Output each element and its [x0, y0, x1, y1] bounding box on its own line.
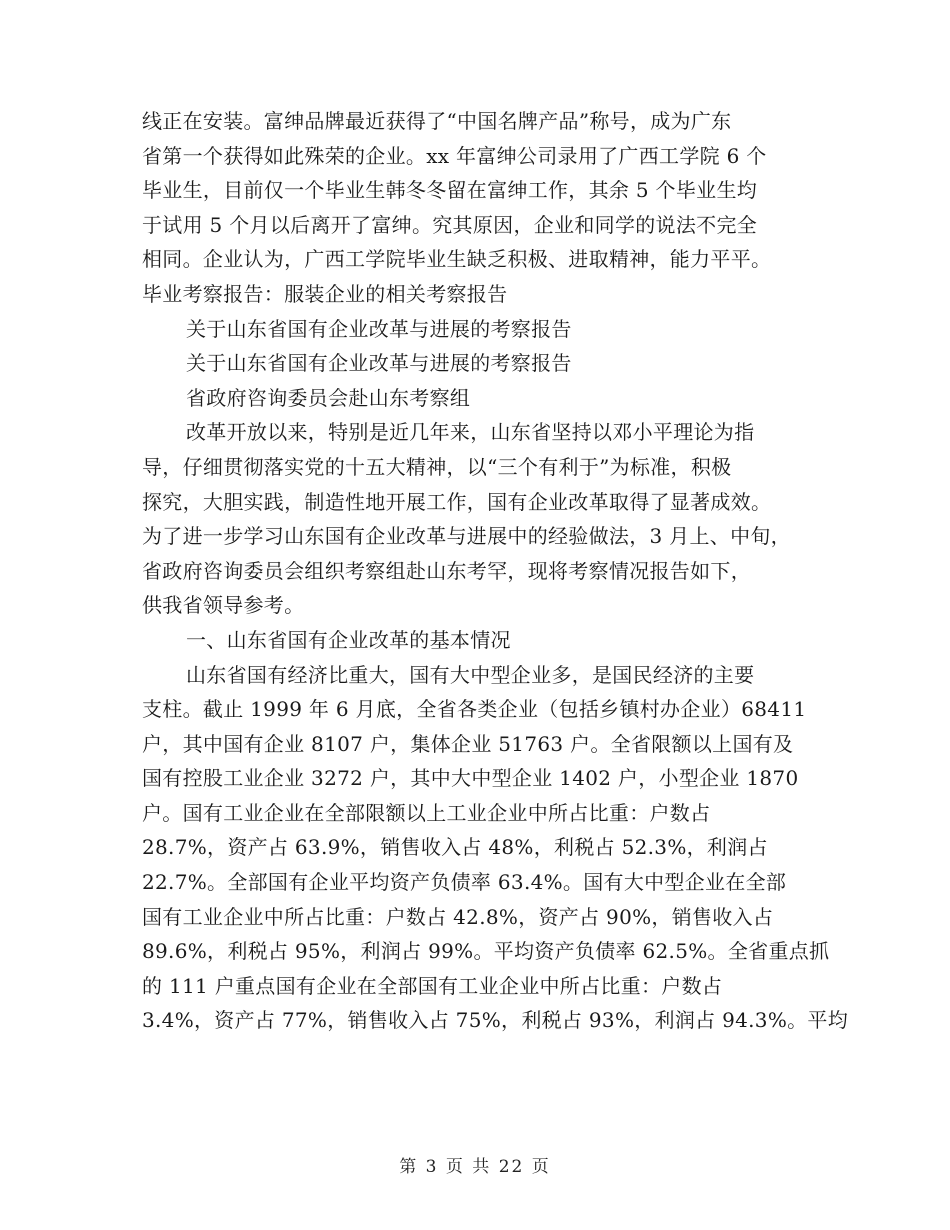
- text-line: 相同。企业认为，广西工学院毕业生缺乏积极、进取精神，能力平平。: [142, 247, 772, 272]
- document-body: [142, 104, 849, 1038]
- text-line: 为了进一步学习山东国有企业改革与进展中的经验做法，3 月上、中旬，: [142, 524, 791, 549]
- text-line: 毕业考察报告：服装企业的相关考察报告: [142, 281, 508, 306]
- text-line: 国有工业企业中所占比重：户数占 42.8%，资产占 90%，销售收入占: [142, 904, 774, 929]
- text-line: 户。国有工业企业在全部限额以上工业企业中所占比重：户数占: [142, 800, 711, 825]
- text-line: 山东省国有经济比重大，国有大中型企业多，是国民经济的主要: [186, 662, 755, 687]
- text-line: 3.4%，资产占 77%，销售收入占 75%，利税占 93%，利润占 94.3%。平均: [142, 1008, 849, 1033]
- text-line: 省政府咨询委员会赴山东考察组: [186, 385, 471, 410]
- text-line: 89.6%，利税占 95%，利润占 99%。平均资产负债率 62.5%。全省重点抓: [142, 939, 830, 964]
- text-line: 于试用 5 个月以后离开了富绅。究其原因，企业和同学的说法不完全: [142, 212, 758, 237]
- text-line: 省政府咨询委员会组织考察组赴山东考罕，现将考察情况报告如下，: [142, 558, 751, 583]
- text-line: 22.7%。全部国有企业平均资产负债率 63.4%。国有大中型企业在全部: [142, 870, 787, 895]
- text-line: 探究，大胆实践，制造性地开展工作，国有企业改革取得了显著成效。: [142, 489, 772, 514]
- text-line: 一、山东省国有企业改革的基本情况: [186, 627, 511, 652]
- text-line: 户，其中国有企业 8107 户，集体企业 51763 户。全省限额以上国有及: [142, 731, 794, 756]
- page-number-footer: 第 3 页 共 22 页: [399, 1157, 551, 1177]
- text-line: 改革开放以来，特别是近几年来，山东省坚持以邓小平理论为指: [186, 420, 755, 445]
- text-line: 省第一个获得如此殊荣的企业。xx 年富绅公司录用了广西工学院 6 个: [142, 143, 767, 168]
- text-line: 支柱。截止 1999 年 6 月底，全省各类企业（包括乡镇村办企业）68411: [142, 697, 807, 722]
- text-line: 国有控股工业企业 3272 户，其中大中型企业 1402 户，小型企业 1870: [142, 766, 799, 791]
- text-line: 关于山东省国有企业改革与进展的考察报告: [186, 351, 572, 376]
- text-line: 导，仔细贯彻落实党的十五大精神，以“三个有利于”为标准，积极: [142, 454, 732, 479]
- text-line: 供我省领导参考。: [142, 593, 305, 618]
- text-line: 的 111 户重点国有企业在全部国有工业企业中所占比重：户数占: [142, 973, 723, 998]
- text-line: 毕业生，目前仅一个毕业生韩冬冬留在富绅工作，其余 5 个毕业生均: [142, 178, 758, 203]
- text-line: 关于山东省国有企业改革与进展的考察报告: [186, 316, 572, 341]
- text-line: 28.7%，资产占 63.9%，销售收入占 48%，利税占 52.3%，利润占: [142, 835, 768, 860]
- text-line: 线正在安装。富绅品牌最近获得了“中国名牌产品”称号，成为广东: [142, 109, 732, 133]
